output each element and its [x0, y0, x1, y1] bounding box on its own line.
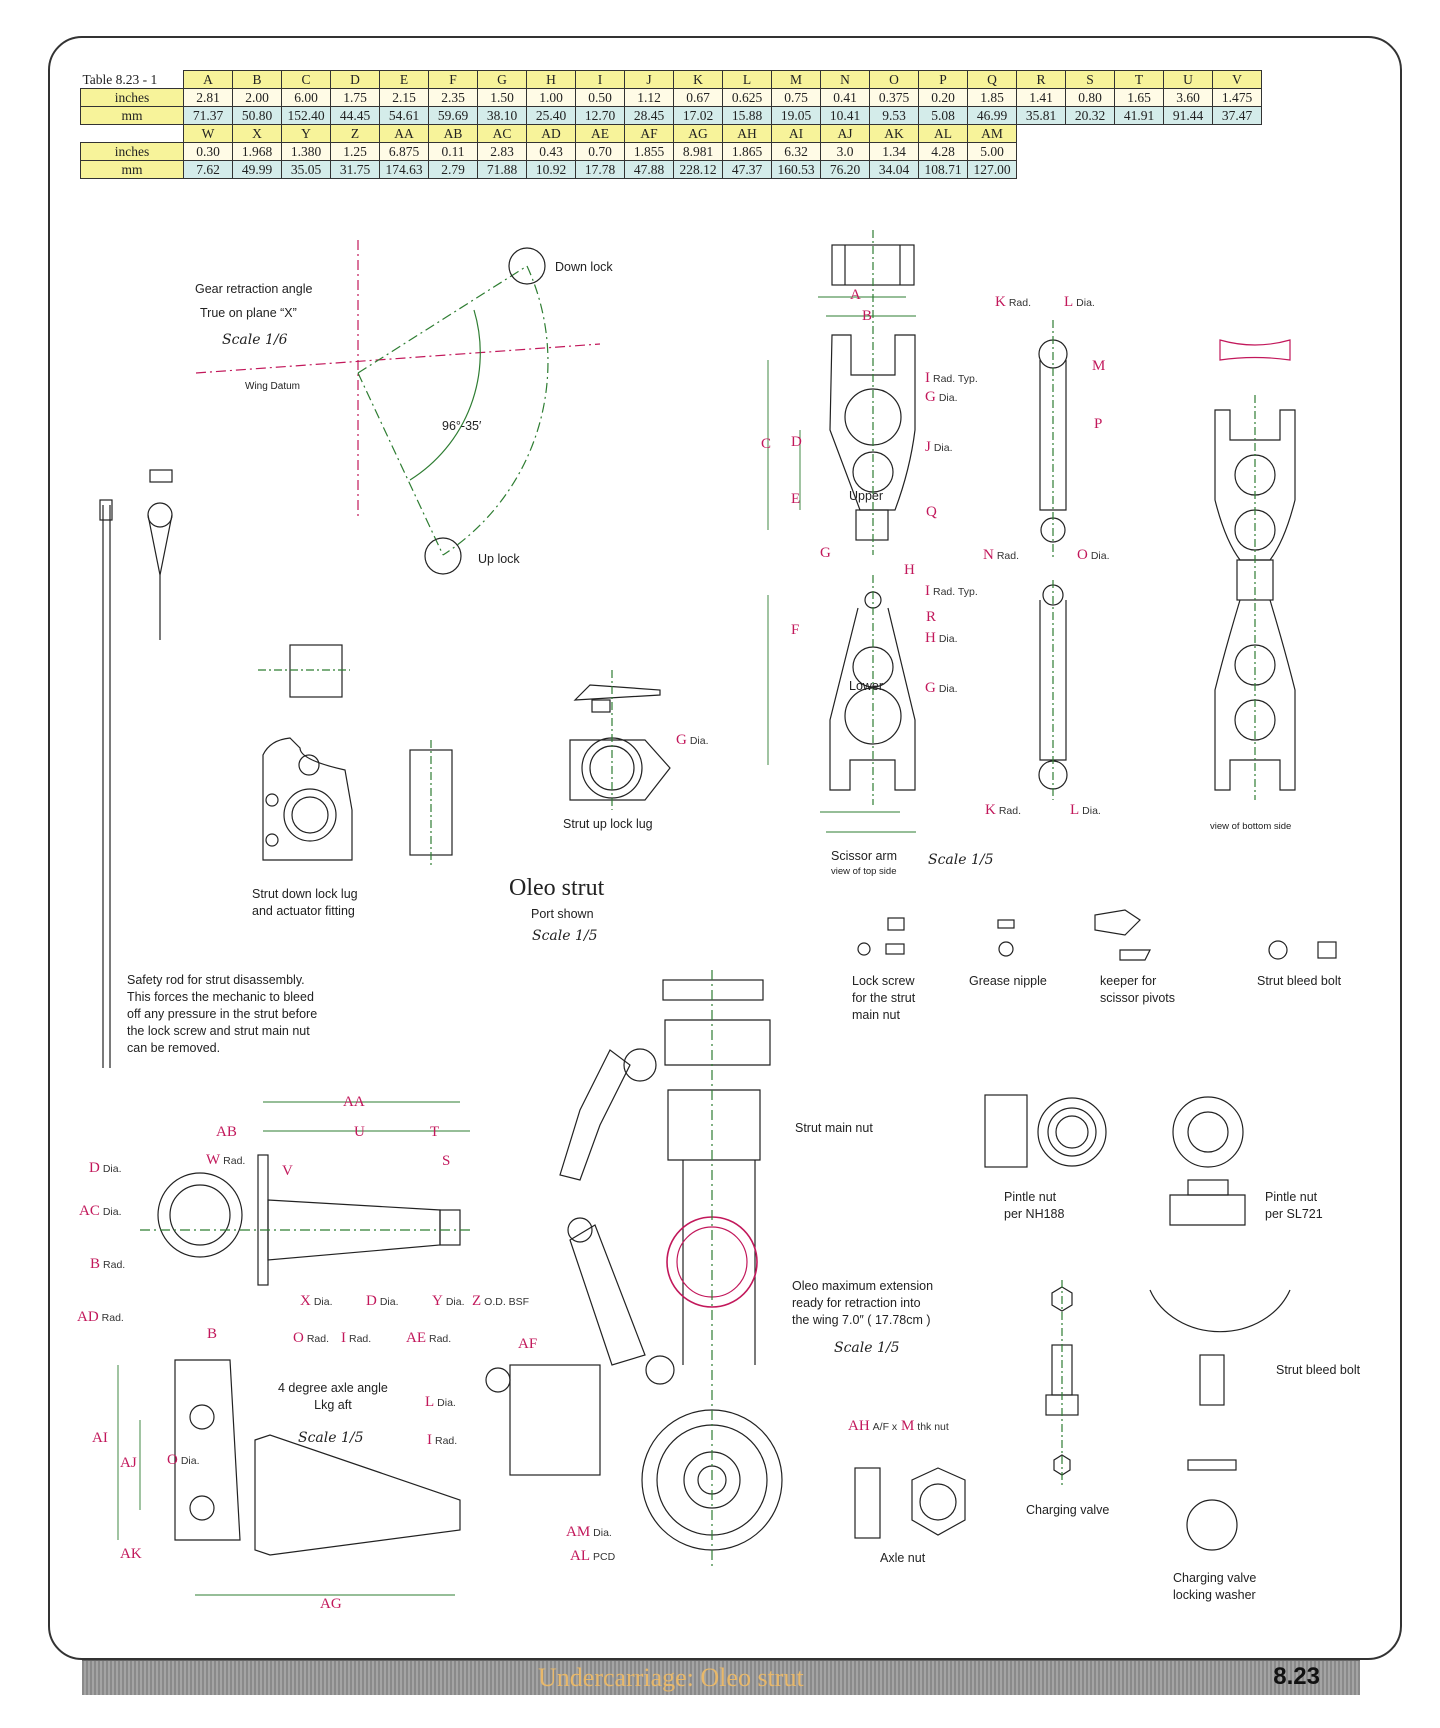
strut-up-lock-lug — [570, 670, 670, 810]
dim-aa: AA — [343, 1094, 365, 1110]
dim-ab: AB — [216, 1124, 237, 1140]
table-cell: 1.34 — [870, 143, 919, 161]
callout-l-dia-axle: L Dia. — [425, 1394, 456, 1410]
callout-g-dia-upper: G Dia. — [925, 389, 958, 405]
page-footer — [82, 1660, 1360, 1695]
callout-al-pcd: AL PCD — [570, 1548, 616, 1564]
dim-e: E — [791, 491, 801, 507]
scissor-bottom-view — [1215, 340, 1295, 800]
strut-down-lock-lug — [258, 645, 452, 865]
row-label-inches: inches — [81, 143, 184, 161]
callout-k-rad-bottom: K Rad. — [985, 802, 1022, 818]
table-cell: 9.53 — [870, 107, 919, 125]
dim-a-top: A — [850, 287, 861, 303]
table-cell: 49.99 — [233, 161, 282, 179]
dim-f: F — [791, 622, 800, 638]
charging-valve-washer-label: Charging valve locking washer — [1173, 1571, 1257, 1602]
table-cell: 76.20 — [821, 161, 870, 179]
table-cell: 6.32 — [772, 143, 821, 161]
table-cell: 5.08 — [919, 107, 968, 125]
dim-af: AF — [518, 1336, 538, 1352]
table-cell: AM — [968, 125, 1017, 143]
table-cell: 20.32 — [1066, 107, 1115, 125]
table-cell: 0.11 — [429, 143, 478, 161]
scale-1-5-oleo: Scale 1/5 — [532, 928, 598, 944]
table-cell: AH — [723, 125, 772, 143]
table-cell: B — [233, 71, 282, 89]
scale-1-6: Scale 1/6 — [222, 332, 288, 348]
table-cell: 1.968 — [233, 143, 282, 161]
table-cell: AB — [429, 125, 478, 143]
table-cell: 1.25 — [331, 143, 380, 161]
table-cell: 44.45 — [331, 107, 380, 125]
table-cell: 3.0 — [821, 143, 870, 161]
table-cell: 91.44 — [1164, 107, 1213, 125]
table-cell: S — [1066, 71, 1115, 89]
table-cell: C — [282, 71, 331, 89]
table-cell: 38.10 — [478, 107, 527, 125]
table-cell: M — [772, 71, 821, 89]
callout-d-dia-shaft: D Dia. — [366, 1293, 399, 1309]
table-cell: 47.37 — [723, 161, 772, 179]
table-cell: 19.05 — [772, 107, 821, 125]
dim-ai: AI — [92, 1430, 108, 1446]
scale-1-5-ext: Scale 1/5 — [834, 1340, 900, 1356]
lock-screw-label: Lock screw for the strut main nut — [852, 974, 916, 1022]
callout-w-rad: W Rad. — [206, 1152, 246, 1168]
table-cell: Y — [282, 125, 331, 143]
table-cell: 0.20 — [919, 89, 968, 107]
callout-d-dia: D Dia. — [89, 1160, 122, 1176]
callout-b-rad: B Rad. — [90, 1256, 126, 1272]
strut-bleed-bolt-label: Strut bleed bolt — [1276, 1363, 1361, 1377]
table-cell: 0.67 — [674, 89, 723, 107]
strut-up-lock-lug-label: Strut up lock lug — [563, 817, 653, 831]
stub-axle — [140, 1155, 600, 1555]
callout-x-dia: X Dia. — [300, 1293, 333, 1309]
table-cell: 10.92 — [527, 161, 576, 179]
dim-s: S — [442, 1153, 451, 1169]
table-cell: AK — [870, 125, 919, 143]
table-cell: F — [429, 71, 478, 89]
table-cell: AG — [674, 125, 723, 143]
table-cell: Q — [968, 71, 1017, 89]
table-cell: 50.80 — [233, 107, 282, 125]
table-cell: 7.62 — [184, 161, 233, 179]
hardware-icons — [858, 910, 1336, 960]
table-cell: 1.855 — [625, 143, 674, 161]
oleo-max-ext-label: Oleo maximum extension ready for retraction into the wing 7.0″ ( 17.78cm ) — [792, 1279, 934, 1327]
down-lock-label: Down lock — [555, 260, 613, 274]
table-cell: R — [1017, 71, 1066, 89]
table-cell: 1.50 — [478, 89, 527, 107]
dim-b-top: B — [862, 308, 873, 324]
table-cell: 1.865 — [723, 143, 772, 161]
dim-q: Q — [926, 504, 937, 520]
table-cell: 54.61 — [380, 107, 429, 125]
callout-ae-rad: AE Rad. — [406, 1330, 452, 1346]
table-cell: 41.91 — [1115, 107, 1164, 125]
table-cell: AL — [919, 125, 968, 143]
table-cell: 59.69 — [429, 107, 478, 125]
strut-main-nut-label: Strut main nut — [795, 1121, 873, 1135]
table-cell: 71.88 — [478, 161, 527, 179]
page-number: 8.23 — [1273, 1663, 1320, 1690]
table-cell: 1.12 — [625, 89, 674, 107]
table-cell: 1.475 — [1213, 89, 1262, 107]
table-cell: 2.79 — [429, 161, 478, 179]
axle-angle-label: 4 degree axle angle Lkg aft — [278, 1381, 388, 1412]
table-cell: I — [576, 71, 625, 89]
table-cell: 0.625 — [723, 89, 772, 107]
table-cell: N — [821, 71, 870, 89]
table-cell: AC — [478, 125, 527, 143]
table-cell: Z — [331, 125, 380, 143]
table-cell: 160.53 — [772, 161, 821, 179]
row-label-mm: mm — [81, 161, 184, 179]
dim-ak: AK — [120, 1546, 142, 1562]
table-cell: 1.41 — [1017, 89, 1066, 107]
oleo-strut-title: Oleo strut — [509, 875, 605, 901]
table-cell: 108.71 — [919, 161, 968, 179]
callout-n-rad: N Rad. — [983, 547, 1020, 563]
dim-b-axle: B — [207, 1326, 218, 1342]
table-cell: 2.81 — [184, 89, 233, 107]
table-cell: 34.04 — [870, 161, 919, 179]
keeper-label: keeper for scissor pivots — [1100, 974, 1176, 1005]
callout-i-rad-axle: I Rad. — [427, 1432, 458, 1448]
table-cell: 6.875 — [380, 143, 429, 161]
table-cell: 47.88 — [625, 161, 674, 179]
dim-g: G — [820, 545, 831, 561]
table-cell: 12.70 — [576, 107, 625, 125]
callout-o-dia: O Dia. — [1077, 547, 1110, 563]
callout-i-rad-typ-lower: I Rad. Typ. — [925, 583, 978, 599]
table-cell: 1.85 — [968, 89, 1017, 107]
grease-nipple-label: Grease nipple — [969, 974, 1047, 988]
footer-title: Undercarriage: Oleo strut — [538, 1663, 804, 1692]
table-cell: T — [1115, 71, 1164, 89]
table-cell: 0.50 — [576, 89, 625, 107]
callout-g-dia-lug: G Dia. — [676, 732, 709, 748]
table-cell: A — [184, 71, 233, 89]
table-cell: 0.75 — [772, 89, 821, 107]
upper-label: Upper — [849, 489, 884, 503]
dim-u: U — [354, 1124, 365, 1140]
dim-t: T — [430, 1124, 440, 1140]
table-cell: 0.43 — [527, 143, 576, 161]
dim-p: P — [1094, 416, 1103, 432]
table-cell: 17.78 — [576, 161, 625, 179]
table-cell: J — [625, 71, 674, 89]
scissor-arm-side — [1039, 320, 1067, 800]
strut-bleed-bolt-top-label: Strut bleed bolt — [1257, 974, 1342, 988]
table-cell: 2.83 — [478, 143, 527, 161]
table-cell: X — [233, 125, 282, 143]
dim-aj: AJ — [120, 1455, 137, 1471]
table-cell: 46.99 — [968, 107, 1017, 125]
table-cell: 0.30 — [184, 143, 233, 161]
table-cell: AI — [772, 125, 821, 143]
callout-z-od: Z O.D. BSF — [472, 1293, 530, 1309]
table-cell: 35.81 — [1017, 107, 1066, 125]
table-cell: G — [478, 71, 527, 89]
table-cell: 152.40 — [282, 107, 331, 125]
pintle-sl721-label: Pintle nut per SL721 — [1265, 1190, 1323, 1221]
table-cell: 1.65 — [1115, 89, 1164, 107]
table-cell: 0.375 — [870, 89, 919, 107]
table-cell: 2.15 — [380, 89, 429, 107]
callout-g-dia-lower: G Dia. — [925, 680, 958, 696]
table-cell: AE — [576, 125, 625, 143]
table-cell: 71.37 — [184, 107, 233, 125]
callout-j-dia: J Dia. — [925, 439, 953, 455]
table-cell: AA — [380, 125, 429, 143]
table-cell: L — [723, 71, 772, 89]
table-cell: 15.88 — [723, 107, 772, 125]
table-cell: K — [674, 71, 723, 89]
callout-o-dia-axle: O Dia. — [167, 1452, 200, 1468]
table-cell: 8.981 — [674, 143, 723, 161]
table-cell: E — [380, 71, 429, 89]
table-cell: 25.40 — [527, 107, 576, 125]
table-cell: 10.41 — [821, 107, 870, 125]
view-bottom-side-label: view of bottom side — [1210, 821, 1292, 832]
callout-h-dia: H Dia. — [925, 630, 958, 646]
wing-datum-label: Wing Datum — [245, 381, 301, 392]
table-cell: V — [1213, 71, 1262, 89]
table-cell: 1.380 — [282, 143, 331, 161]
table-cell: 3.60 — [1164, 89, 1213, 107]
table-cell: 17.02 — [674, 107, 723, 125]
view-top-side-label: view of top side — [831, 866, 897, 877]
axle-nut — [855, 1468, 965, 1538]
table-cell: AD — [527, 125, 576, 143]
pintle-nh188-label: Pintle nut per NH188 — [1004, 1190, 1065, 1221]
table-caption: Table 8.23 - 1 — [81, 71, 184, 89]
callout-o-rad: O Rad. — [293, 1330, 330, 1346]
table-cell: 0.80 — [1066, 89, 1115, 107]
table-cell: AJ — [821, 125, 870, 143]
table-cell: 37.47 — [1213, 107, 1262, 125]
dim-c-upper: C — [761, 436, 772, 452]
table-cell: 6.00 — [282, 89, 331, 107]
table-cell: U — [1164, 71, 1213, 89]
callout-ah-m: AH A/F x M thk nut — [848, 1418, 949, 1434]
charging-valve-label: Charging valve — [1026, 1503, 1110, 1517]
callout-i-rad-typ-upper: I Rad. Typ. — [925, 370, 978, 386]
port-shown-label: Port shown — [531, 907, 594, 921]
callout-y-dia: Y Dia. — [432, 1293, 465, 1309]
oleo-strut-main — [560, 970, 782, 1570]
callout-i-rad: I Rad. — [341, 1330, 372, 1346]
gear-retraction-label: Gear retraction angle — [195, 282, 313, 296]
row-label-mm: mm — [81, 107, 184, 125]
table-cell: 0.70 — [576, 143, 625, 161]
table-cell: 228.12 — [674, 161, 723, 179]
axle-nut-label: Axle nut — [880, 1551, 926, 1565]
scale-1-5-scissor: Scale 1/5 — [928, 852, 994, 868]
table-cell: W — [184, 125, 233, 143]
up-lock-label: Up lock — [478, 552, 520, 566]
table-cell: P — [919, 71, 968, 89]
callout-ac-dia: AC Dia. — [79, 1203, 122, 1219]
table-cell: AF — [625, 125, 674, 143]
table-cell: 1.00 — [527, 89, 576, 107]
table-cell: 4.28 — [919, 143, 968, 161]
table-cell: O — [870, 71, 919, 89]
table-cell: 174.63 — [380, 161, 429, 179]
dim-ag: AG — [320, 1596, 342, 1612]
callout-l-dia-bottom: L Dia. — [1070, 802, 1101, 818]
table-cell: 28.45 — [625, 107, 674, 125]
dim-v: V — [282, 1163, 293, 1179]
scissor-arm-label: Scissor arm — [831, 849, 897, 863]
callout-ad-rad: AD Rad. — [77, 1309, 124, 1325]
table-cell: 127.00 — [968, 161, 1017, 179]
table-cell: 35.05 — [282, 161, 331, 179]
callout-am-dia: AM Dia. — [566, 1524, 612, 1540]
dim-d-upper: D — [791, 434, 802, 450]
table-cell: 1.75 — [331, 89, 380, 107]
table-cell: 31.75 — [331, 161, 380, 179]
table-cell: 2.00 — [233, 89, 282, 107]
callout-k-rad-top: K Rad. — [995, 294, 1032, 310]
angle-label: 96°-35′ — [442, 419, 482, 433]
row-label-inches: inches — [81, 89, 184, 107]
table-cell: 5.00 — [968, 143, 1017, 161]
dim-m-top: M — [1092, 358, 1106, 374]
scale-1-5-axle: Scale 1/5 — [298, 1430, 364, 1446]
strut-down-lock-lug-label: Strut down lock lug and actuator fitting — [252, 887, 358, 918]
dim-h: H — [904, 562, 915, 578]
safety-rod-label: Safety rod for strut disassembly. This forces the mechanic to bleed off any pressure in the strut before the lock screw and strut main nut can be removed. — [127, 973, 318, 1055]
table-cell: 0.41 — [821, 89, 870, 107]
dim-r: R — [926, 609, 937, 625]
true-on-plane-label: True on plane “X” — [200, 306, 297, 320]
table-cell: H — [527, 71, 576, 89]
callout-l-dia-top: L Dia. — [1064, 294, 1095, 310]
table-cell: 2.35 — [429, 89, 478, 107]
lower-label: Lower — [849, 679, 884, 693]
up-lock-circle — [425, 538, 461, 574]
table-cell: D — [331, 71, 380, 89]
